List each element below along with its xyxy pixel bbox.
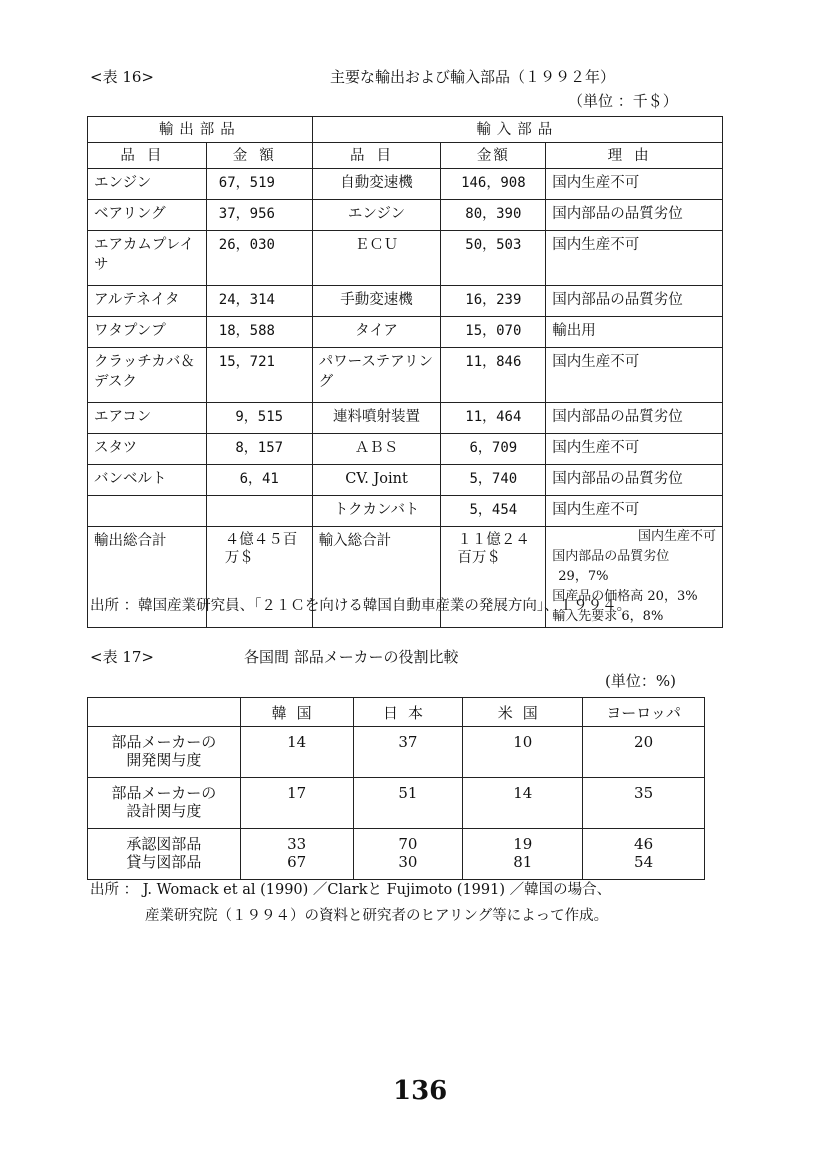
import-item: CV. Joint xyxy=(312,465,441,496)
export-item: ワタプンプ xyxy=(88,317,207,348)
export-amount: 18，588 xyxy=(206,317,312,348)
cell-value: 81 xyxy=(513,853,533,871)
export-item: スタツ xyxy=(88,434,207,465)
import-amount: 11，846 xyxy=(441,348,546,403)
table17-header-japan: 日本 xyxy=(353,698,463,727)
table17-header-korea: 韓国 xyxy=(240,698,353,727)
row-label-line: 貸与図部品 xyxy=(126,853,202,871)
table-row xyxy=(88,317,723,348)
table16-label: <表 16> xyxy=(90,68,154,86)
cell-value: 46 xyxy=(634,835,654,853)
export-total-value: ４億４５百万＄ xyxy=(206,527,312,628)
import-reason: 国内生産不可 xyxy=(546,231,723,286)
import-amount: 5，740 xyxy=(441,465,546,496)
cell-europe: 35 xyxy=(583,778,705,829)
export-amount: 37，956 xyxy=(206,200,312,231)
export-amount: 15，721 xyxy=(206,348,312,403)
import-total-label: 輸入総合計 xyxy=(312,527,441,628)
cell-korea xyxy=(240,829,353,880)
import-item: タイア xyxy=(312,317,441,348)
export-item: ベアリング xyxy=(88,200,207,231)
export-item: クラッチカバ＆デスク xyxy=(88,348,207,403)
table16-col-export-item: 品目 xyxy=(88,143,207,169)
export-item: エンジン xyxy=(88,169,207,200)
import-item: エンジン xyxy=(312,200,441,231)
reason-line: 国内生産不可 xyxy=(637,529,716,544)
import-item: トクカンバト xyxy=(312,496,441,527)
import-reason: 国内部品の品質劣位 xyxy=(546,403,723,434)
table17-source-line1: 出所 ： J. Womack et al (1990) ／Clarkと Fujimoto (1991) ／韓国の場合、 xyxy=(90,882,612,898)
import-item: 手動変速機 xyxy=(312,286,441,317)
table16 xyxy=(87,116,723,628)
import-item: 自動変速機 xyxy=(312,169,441,200)
import-reason: 国内生産不可 xyxy=(546,348,723,403)
row-label xyxy=(88,727,241,778)
import-reason: 国内生産不可 xyxy=(546,169,723,200)
cell-usa: 10 xyxy=(463,727,583,778)
import-amount: 5，454 xyxy=(441,496,546,527)
table-row xyxy=(88,231,723,286)
row-label xyxy=(88,778,241,829)
cell-korea: 14 xyxy=(240,727,353,778)
cell-japan: 51 xyxy=(353,778,463,829)
table16-col-export-amount: 金額 xyxy=(206,143,312,169)
import-amount: 80，390 xyxy=(441,200,546,231)
table17-header-blank xyxy=(88,698,241,727)
cell-value: 70 xyxy=(398,835,418,853)
cell-usa xyxy=(463,829,583,880)
export-amount: 9，515 xyxy=(206,403,312,434)
table16-source: 出所 ：韓国産業研究員、「２１Ｃを向ける韓国自動車産業の発展方向」、１９９４。 xyxy=(90,598,632,614)
import-item: 連料噴射装置 xyxy=(312,403,441,434)
reason-line: 国産品の価格高 20，3% xyxy=(552,589,698,604)
table-row xyxy=(88,403,723,434)
table17-header-usa: 米国 xyxy=(463,698,583,727)
import-amount: 50，503 xyxy=(441,231,546,286)
export-amount: 8，157 xyxy=(206,434,312,465)
table-row xyxy=(88,286,723,317)
import-amount: 16，239 xyxy=(441,286,546,317)
export-item: アルテネイタ xyxy=(88,286,207,317)
export-total-label: 輸出総合計 xyxy=(88,527,207,628)
table16-col-import-amount: 金額 xyxy=(441,143,546,169)
table-row xyxy=(88,434,723,465)
table16-title: 主要な輸出および輸入部品（１９９２年） xyxy=(330,68,616,86)
reason-line: 国内部品の品質劣位 xyxy=(552,549,670,564)
export-item: エアコン xyxy=(88,403,207,434)
import-reason: 輸出用 xyxy=(546,317,723,348)
import-reason: 国内部品の品質劣位 xyxy=(546,286,723,317)
table17-label: <表 17> xyxy=(90,648,154,666)
row-label-line: 開発関与度 xyxy=(126,751,202,769)
table16-col-reason: 理由 xyxy=(546,143,723,169)
import-item: パワーステアリング xyxy=(312,348,441,403)
table16-export-group: 輸出部品 xyxy=(88,117,313,143)
import-item: ＥＣＵ xyxy=(312,231,441,286)
table16-col-import-item: 品目 xyxy=(312,143,441,169)
cell-value: 54 xyxy=(634,853,654,871)
export-amount: 67，519 xyxy=(206,169,312,200)
row-label-line: 部品メーカーの xyxy=(111,733,217,751)
import-total-value: １１億２４百万＄ xyxy=(441,527,546,628)
table16-import-group: 輸入部品 xyxy=(312,117,722,143)
import-reason: 国内生産不可 xyxy=(546,496,723,527)
import-amount: 15，070 xyxy=(441,317,546,348)
table17-title: 各国間 部品メーカーの役割比較 xyxy=(244,648,459,666)
row-label-line: 承認図部品 xyxy=(126,835,202,853)
export-amount: 26，030 xyxy=(206,231,312,286)
import-reason: 国内部品の品質劣位 xyxy=(546,465,723,496)
table-row xyxy=(88,778,705,829)
table-row xyxy=(88,496,723,527)
import-reason: 国内部品の品質劣位 xyxy=(546,200,723,231)
cell-value: 19 xyxy=(513,835,533,853)
export-amount: 24，314 xyxy=(206,286,312,317)
cell-value: 33 xyxy=(287,835,307,853)
cell-europe xyxy=(583,829,705,880)
cell-japan: 37 xyxy=(353,727,463,778)
export-item: バンベルト xyxy=(88,465,207,496)
import-amount: 146，908 xyxy=(441,169,546,200)
row-label-line: 部品メーカーの xyxy=(111,784,217,802)
export-amount xyxy=(206,496,312,527)
reason-line: 29，7% xyxy=(558,569,609,584)
cell-europe: 20 xyxy=(583,727,705,778)
table17 xyxy=(87,697,705,880)
import-amount: 11，464 xyxy=(441,403,546,434)
cell-value: 30 xyxy=(398,853,418,871)
cell-usa: 14 xyxy=(463,778,583,829)
table-row xyxy=(88,348,723,403)
page-number: 136 xyxy=(393,1076,448,1106)
cell-value: 67 xyxy=(287,853,307,871)
table17-source-line2: 産業研究院（１９９４）の資料と研究者のヒアリング等によって作成。 xyxy=(145,908,609,924)
table17-unit: (単位：%) xyxy=(605,672,676,690)
table-row xyxy=(88,727,705,778)
table-row xyxy=(88,169,723,200)
row-label xyxy=(88,829,241,880)
cell-japan xyxy=(353,829,463,880)
reason-line: 輸入先要求 6，8% xyxy=(552,609,664,624)
row-label-line: 設計関与度 xyxy=(126,802,202,820)
import-amount: 6，709 xyxy=(441,434,546,465)
export-amount: 6，41 xyxy=(206,465,312,496)
cell-korea: 17 xyxy=(240,778,353,829)
import-reason: 国内生産不可 xyxy=(546,434,723,465)
table-row xyxy=(88,829,705,880)
table-row xyxy=(88,200,723,231)
table17-header-europe: ヨーロッパ xyxy=(583,698,705,727)
export-item xyxy=(88,496,207,527)
table-row xyxy=(88,465,723,496)
export-item: エアカムプレイサ xyxy=(88,231,207,286)
table16-unit: （単位 ：千＄） xyxy=(568,92,678,110)
import-item: ＡＢＳ xyxy=(312,434,441,465)
